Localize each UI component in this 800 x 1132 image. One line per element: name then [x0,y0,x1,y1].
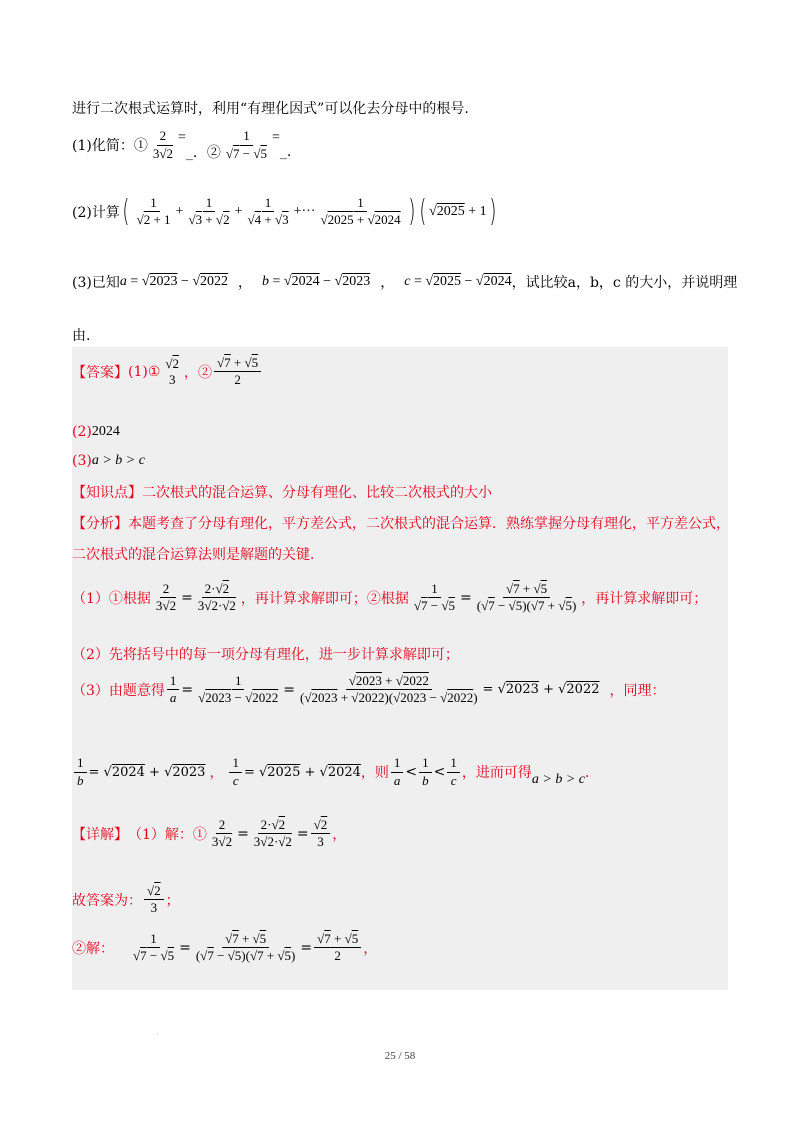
q3-sep-1: ， [238,275,253,291]
q2-term-last: $\frac{1}{√2025 + √2024}$ [320,195,401,228]
analysis-tag: 【分析】 [72,516,128,532]
q2-label: (2)计算 [72,204,120,221]
problem-intro [72,98,469,118]
question-3-cont [72,325,90,345]
detail-d2-end: ； [165,892,180,909]
answer-3-label: (3) [72,453,92,469]
analysis-p4-ineq-c: $\frac{1}{c}$ [447,756,460,788]
q1-eq-2: = [272,130,280,145]
detail-d1-end: ， [332,826,347,843]
detail-d3: ②解： [72,940,114,957]
q3-b-expr: b = √2024 − √2023 [262,274,371,289]
stray-dot: · [156,1030,159,1039]
analysis-p4-end: ． [584,765,599,781]
analysis-p4-ineq-b: $\frac{1}{b}$ [419,756,432,788]
q2-term-2: $\frac{1}{√3 + √2}$ [188,195,230,228]
knowledge-text: 二次根式的混合运算、分母有理化、比较二次根式的大小 [142,485,492,501]
analysis-p3-frac-b: $\frac{1}{√2023 - √2022}$ [198,673,279,706]
q2-term-1: $\frac{1}{√2 + 1}$ [136,195,171,228]
answer-2 [72,424,120,440]
intro-text: 进行二次根式运算时，利用“有理化因式”可以化去分母中的根号. [72,101,469,117]
q2-paren-close: ) [407,193,415,229]
answer-3-value: a > b > c [91,453,145,468]
detail-tag: 【详解】 [72,826,128,843]
analysis-p1-c: ，再计算求解即可； [581,590,708,607]
detail-line-3: ②解： $\frac{1}{√7 - √5}$ = $\frac{√7 + √5}{(√7 - √5)(√7 + √5)}$ = $\frac{√7 + √5}{2}$ ， [72,931,378,964]
analysis-p4-result: a > b > c [531,772,585,787]
analysis-point-4: $\frac{1}{b}$ = √2024 + √2023 ， $\frac{1}{c}$ = √2025 + √2024 ，则 $\frac{1}{a}$ < $\frac{1}{b}$ < $\frac{1}{c}$ ，进而可得 a > b > c ． [72,756,599,788]
analysis-line-1 [72,513,730,533]
detail-d1: （1）解：① [128,826,207,843]
analysis-p1-b: ，再计算求解即可；②根据 [240,590,409,607]
answer-1-sep: ，② [184,364,213,381]
analysis-p3-frac-a: $\frac{1}{a}$ [167,674,180,706]
answer-line [72,356,263,388]
q1-end: _. [279,144,292,160]
detail-d2: 故答案为： [72,892,142,909]
detail-d3-end: ， [363,940,378,957]
answer-1-prefix: (1)① [128,363,161,380]
detail-line-2 [72,884,180,916]
detail-d2-frac: $\frac{√2}{3}$ [144,884,164,916]
q3-sep-2: ， [380,275,395,291]
answer-tag: 【答案】 [72,364,128,381]
analysis-p4-then: ，则 [360,765,389,781]
q3-tail: ，试比较a，b，c 的大小，并说明理 [511,275,738,291]
analysis-p4-ineq-a: $\frac{1}{a}$ [391,756,404,788]
question-2: (2)计算 ( $\frac{1}{√2 + 1}$ + $\frac{1}{√3 + √2}$ + $\frac{1}{√4 + √3}$ +··· $\frac{1}{√2025 + √2024}$ ) ( √2025 + 1 ) [72,193,496,229]
detail-d3-frac-c: $\frac{√7 + √5}{2}$ [314,932,361,964]
analysis-p3-b: ，同理： [609,682,666,699]
answer-2-label: (2) [72,424,92,440]
answer-1-frac-2: $\frac{√7 + √5}{2}$ [214,356,261,388]
analysis-text-2: 二次根式的混合运算法则是解题的关键． [72,547,324,563]
answer-1-frac-1: √2 3 [165,355,180,387]
knowledge-tag: 【知识点】 [72,485,142,501]
q3-a-expr: a = √2023 − √2022 [119,274,229,289]
detail-line-1: 【详解】 （1）解：① $\frac{2}{3√2}$ = $\frac{2\cdot√2}{3√2\cdot√2}$ = $\frac{√2}{3}$ ， [72,817,347,850]
analysis-point-1: （1）①根据 $\frac{2}{3√2}$ = $\frac{2\cdot√2}{3√2\cdot√2}$ ，再计算求解即可；②根据 $\frac{1}{√7 - √5}$ = $\frac{√7 + √5}{(√7 - √5)(√7 + √5)}$ ，再计算求解即可； [72,581,708,614]
answer-3 [72,453,145,469]
question-1 [72,128,291,162]
q1-mid: _．② [185,145,221,161]
answer-2-value: 2024 [91,424,120,439]
q3-c-expr: c = √2025 − √2024 [404,274,512,289]
q1-expr-1: $\frac{2}{3√2}$ [152,128,173,161]
analysis-p3-frac-c: $\frac{√2023 + √2022}{(√2023 + √2022)(√2023 - √2022)}$ [300,673,478,706]
analysis-p1-frac-b: $\frac{2\cdot√2}{3√2\cdot√2}$ [197,581,236,614]
detail-frac-b: $\frac{2\cdot√2}{3√2\cdot√2}$ [253,817,292,850]
detail-d3-frac-b: $\frac{√7 + √5}{(√7 - √5)(√7 + √5)}$ [195,931,296,964]
question-3 [72,272,737,292]
q2-factor: √2025 + 1 [429,203,487,219]
detail-d3-frac-a: $\frac{1}{√7 - √5}$ [133,931,175,964]
analysis-p1-a: （1）①根据 [72,590,151,607]
analysis-p1-frac-d: $\frac{√7 + √5}{(√7 - √5)(√7 + √5)}$ [476,581,577,614]
analysis-point-3: （3）由题意得 $\frac{1}{a}$ = $\frac{1}{√2023 - √2022}$ = $\frac{√2023 + √2022}{(√2023 + √2022)(√2023 - √2022)}$ = √2023 + √2022 ，同理： [72,673,666,706]
q3-label: (3)已知 [72,275,120,291]
analysis-text-1: 本题考查了分母有理化，平方差公式，二次根式的混合运算．熟练掌握分母有理化，平方差公式， [128,516,730,532]
analysis-p4-frac-b: $\frac{1}{b}$ [74,756,87,788]
analysis-p4-sep: ， [209,765,224,781]
analysis-line-2 [72,544,324,564]
q1-expr-2: $\frac{1}{√7 - √5}$ [225,128,267,161]
detail-frac-c: $\frac{√2}{3}$ [311,818,331,850]
q1-eq-1: = [177,130,186,145]
knowledge-line [72,482,492,502]
q3-cont: 由. [72,328,91,344]
analysis-point-2 [72,644,459,664]
analysis-p1-frac-c: $\frac{1}{√7 - √5}$ [413,581,456,614]
q2-term-3: $\frac{1}{√4 + √3}$ [247,195,289,228]
analysis-p4-tail: ，进而可得 [461,765,532,781]
q1-label: (1)化简：① [72,138,148,154]
analysis-p2: （2）先将括号中的每一项分母有理化，进一步计算求解即可； [72,647,459,663]
page-number: 25 / 58 [384,1050,416,1062]
q2-paren-open: ( [122,193,130,229]
detail-frac-a: $\frac{2}{3√2}$ [211,817,233,850]
analysis-p1-frac-a: $\frac{2}{3√2}$ [155,581,177,614]
analysis-p4-frac-c: $\frac{1}{c}$ [229,756,242,788]
analysis-p3-a: （3）由题意得 [72,682,165,699]
